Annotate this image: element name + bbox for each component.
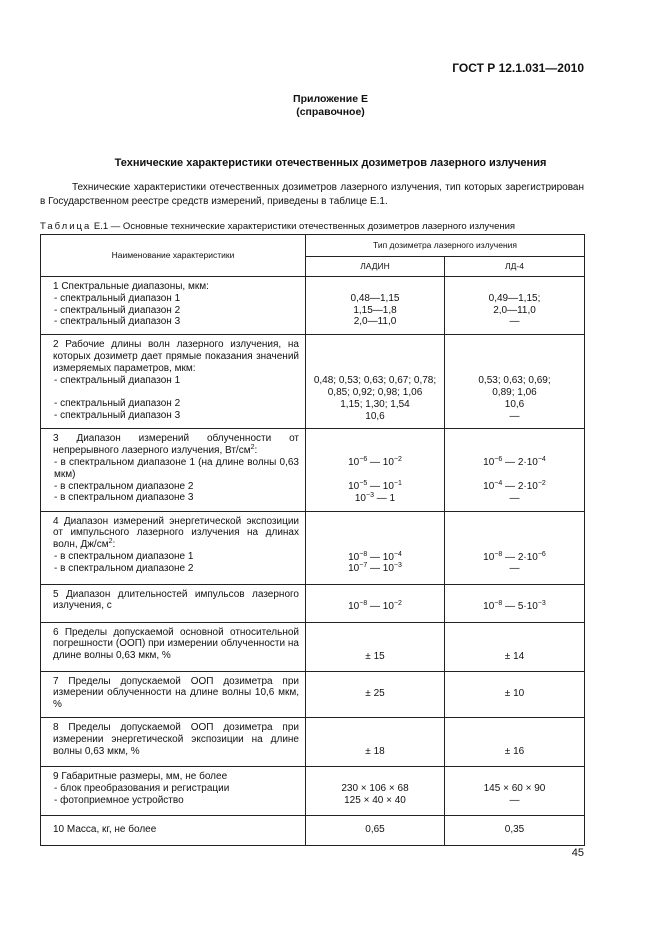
row-name-line: - в спектральном диапазоне 1 (на длине волны 0,63 мкм) — [54, 456, 299, 480]
header-dosimeter-type: Тип дозиметра лазерного излучения — [306, 235, 585, 257]
ladin-cell: 0,65 — [306, 815, 445, 845]
table-row — [41, 335, 585, 429]
value-sep: — 2·10 — [502, 457, 538, 469]
value-base: 10 — [348, 563, 360, 575]
value-exp: −2 — [393, 599, 402, 607]
row-name-head-text: 3 Диапазон измерений облученности от непрерывного лазерного излучения, Вт/см — [53, 433, 299, 457]
table-row — [41, 622, 585, 671]
appendix-title: Приложение Е — [293, 93, 368, 105]
value-exp: −8 — [494, 550, 503, 558]
table-caption-prefix: Таблица — [40, 221, 92, 232]
cell-line: 0,48—1,15 — [350, 292, 400, 304]
appendix-note: (справочное) — [296, 106, 365, 118]
value-exp: −7 — [359, 562, 368, 570]
ld4-cell — [445, 277, 585, 335]
value-base: 10 — [483, 480, 495, 492]
value-base: 10 — [483, 600, 495, 612]
cell-line: — — [509, 563, 520, 575]
value-sep: — 10 — [367, 480, 394, 492]
value-exp: −4 — [537, 456, 546, 464]
header-ld4: ЛД-4 — [445, 257, 585, 277]
ld4-cell: ± 14 — [445, 622, 585, 671]
row-name: 6 Пределы допускаемой основной относительной погрешности (ООП) при измерении облученности на длине волны 0,63 мкм, % — [41, 622, 306, 671]
row-name-head-text: 4 Диапазон измерений энергетической экспозиции от импульсного лазерного излучения на длинах волн, Дж/см — [53, 515, 299, 551]
value-sep: — 10 — [367, 551, 394, 563]
row-name — [41, 511, 306, 584]
value-exp: −3 — [537, 599, 546, 607]
value-exp: −3 — [366, 491, 374, 499]
row-name-line: - спектральный диапазон 3 — [54, 316, 181, 328]
cell-line — [449, 481, 580, 493]
cell-line: 1,15—1,8 — [353, 304, 397, 316]
cell-line: 0,85; 0,92; 0,98; 1,06 — [327, 386, 423, 398]
row-name-line: - в спектральном диапазоне 2 — [54, 562, 194, 574]
row-name-head-tail: : — [112, 539, 116, 551]
table-row — [41, 766, 585, 815]
cell-line: — — [509, 316, 520, 328]
table-row — [41, 429, 585, 511]
row-name — [41, 335, 306, 429]
cell-line: 0,48; 0,53; 0,63; 0,67; 0,78; — [313, 375, 437, 387]
ladin-cell — [306, 511, 445, 584]
value-exp: −4 — [494, 479, 503, 487]
row-name-line: - спектральный диапазон 2 — [54, 398, 181, 410]
cell-line: 230 × 106 × 68 — [341, 782, 409, 794]
value-base: 10 — [348, 551, 360, 563]
row-name-line — [53, 386, 299, 398]
cell-line: 2,0—11,0 — [493, 304, 536, 316]
header-ladin: ЛАДИН — [306, 257, 445, 277]
row-name-line: - спектральный диапазон 3 — [54, 409, 181, 421]
cell-line: 0,49—1,15; — [488, 292, 541, 304]
row-name: 5 Диапазон длительностей импульсов лазерного излучения, с — [41, 584, 306, 622]
cell-line — [310, 457, 440, 469]
table-caption-text: Е.1 — Основные технические характеристики отечественных дозиметров лазерного излучения — [91, 221, 516, 232]
ladin-cell — [306, 584, 445, 622]
ld4-cell: ± 10 — [445, 671, 585, 717]
value-base: 10 — [348, 480, 360, 492]
document-code: ГОСТ Р 12.1.031—2010 — [452, 61, 584, 75]
cell-line — [449, 457, 580, 469]
value-exp: −3 — [393, 562, 402, 570]
table-row — [41, 277, 585, 335]
value-exp: −2 — [393, 456, 402, 464]
table-row — [41, 717, 585, 766]
cell-line — [449, 281, 580, 293]
ladin-cell — [306, 429, 445, 511]
row-name-line: - спектральный диапазон 1 — [54, 292, 181, 304]
row-name-head — [53, 516, 299, 551]
row-name-head-tail: : — [254, 445, 258, 457]
value-exp: −8 — [494, 599, 503, 607]
cell-line: 10,6 — [504, 398, 525, 410]
ladin-cell: ± 15 — [306, 622, 445, 671]
row-name-line: - в спектральном диапазоне 2 — [54, 480, 194, 492]
value-sep: — 10 — [367, 457, 394, 469]
value-exp: −2 — [537, 479, 546, 487]
value-base: 10 — [354, 492, 366, 504]
ld4-cell — [445, 511, 585, 584]
cell-line: — — [509, 794, 520, 806]
cell-line — [310, 469, 440, 481]
value-exp: −1 — [393, 479, 402, 487]
cell-line: — — [509, 410, 520, 422]
page-number: 45 — [571, 847, 584, 859]
ld4-cell — [445, 766, 585, 815]
ld4-cell — [445, 584, 585, 622]
cell-line: 2,0—11,0 — [353, 316, 397, 328]
cell-line: 1,15; 1,30; 1,54 — [340, 398, 410, 410]
value-sep: — 2·10 — [502, 480, 538, 492]
value-sep: — 5·10 — [502, 600, 538, 612]
cell-line — [310, 493, 440, 505]
table-row — [41, 815, 585, 845]
value-sep: — 10 — [367, 600, 394, 612]
intro-paragraph: Технические характеристики отечественных дозиметров лазерного излучения, тип которых зарегистрирован в Государственном реестре средств измерений, приведены в таблице Е.1. — [40, 182, 584, 207]
ld4-cell — [445, 429, 585, 511]
row-name — [41, 429, 306, 511]
cell-line — [310, 563, 440, 575]
ladin-cell — [306, 766, 445, 815]
value-exp: −8 — [359, 550, 368, 558]
row-name: 10 Масса, кг, не более — [41, 815, 306, 845]
row-name-line: - спектральный диапазон 1 — [54, 374, 181, 386]
header-name: Наименование характеристики — [41, 235, 306, 277]
row-name-line: - блок преобразования и регистрации — [54, 782, 230, 794]
ld4-cell — [445, 335, 585, 429]
cell-line — [310, 281, 440, 293]
value-base: 10 — [348, 600, 360, 612]
value-exp: −6 — [359, 456, 368, 464]
cell-line — [310, 481, 440, 493]
cell-line: 0,89; 1,06 — [492, 386, 537, 398]
value-exp: −5 — [359, 479, 368, 487]
ladin-cell — [306, 277, 445, 335]
cell-line: 0,53; 0,63; 0,69; — [478, 375, 551, 387]
row-name: 8 Пределы допускаемой ООП дозиметра при измерении энергетической экспозиции на длине волны 0,63 мкм, % — [41, 717, 306, 766]
row-name-line: - фотоприемное устройство — [54, 794, 184, 806]
cell-line: 125 × 40 × 40 — [344, 794, 406, 806]
value-exp: −8 — [359, 599, 368, 607]
ld4-cell: ± 16 — [445, 717, 585, 766]
value-exp: −6 — [537, 550, 546, 558]
row-name-head: 2 Рабочие длины волн лазерного излучения, на которых дозиметр дает прямые показания значений измеряемых параметров, мкм: — [53, 339, 299, 374]
ladin-cell: ± 18 — [306, 717, 445, 766]
table-row — [41, 584, 585, 622]
value-base: 10 — [483, 457, 495, 469]
cell-line — [449, 552, 580, 564]
value-base: 10 — [483, 551, 495, 563]
value-exp: −4 — [393, 550, 402, 558]
superscript: 2 — [108, 538, 113, 546]
table-row — [41, 671, 585, 717]
value-base: 10 — [348, 457, 360, 469]
ld4-cell: 0,35 — [445, 815, 585, 845]
row-name-line: 1 Спектральные диапазоны, мкм: — [53, 281, 209, 292]
cell-line — [449, 469, 580, 481]
row-name-line: - в спектральном диапазоне 1 — [54, 550, 194, 562]
cell-line: 145 × 60 × 90 — [483, 782, 546, 794]
cell-line: — — [509, 492, 520, 504]
row-name: 7 Пределы допускаемой ООП дозиметра при измерении облученности на длине волны 10,6 мкм, % — [41, 671, 306, 717]
value-sep: — 1 — [373, 492, 396, 504]
table-row — [41, 511, 585, 584]
row-name-line: - в спектральном диапазоне 3 — [54, 492, 194, 504]
superscript: 2 — [250, 444, 255, 452]
cell-line — [310, 552, 440, 564]
table-caption — [40, 221, 515, 232]
row-name — [41, 766, 306, 815]
row-name-head — [53, 433, 299, 457]
row-name — [41, 277, 306, 335]
value-sep: — 10 — [367, 563, 394, 575]
section-title: Технические характеристики отечественных дозиметров лазерного излучения — [114, 157, 547, 169]
cell-line: 10,6 — [365, 410, 385, 422]
characteristics-table — [40, 234, 585, 846]
ladin-cell — [306, 335, 445, 429]
row-name-line: - спектральный диапазон 2 — [54, 304, 181, 316]
ladin-cell: ± 25 — [306, 671, 445, 717]
value-exp: −6 — [494, 456, 503, 464]
value-sep: — 2·10 — [502, 551, 538, 563]
row-name-line: 9 Габаритные размеры, мм, не более — [53, 770, 228, 782]
